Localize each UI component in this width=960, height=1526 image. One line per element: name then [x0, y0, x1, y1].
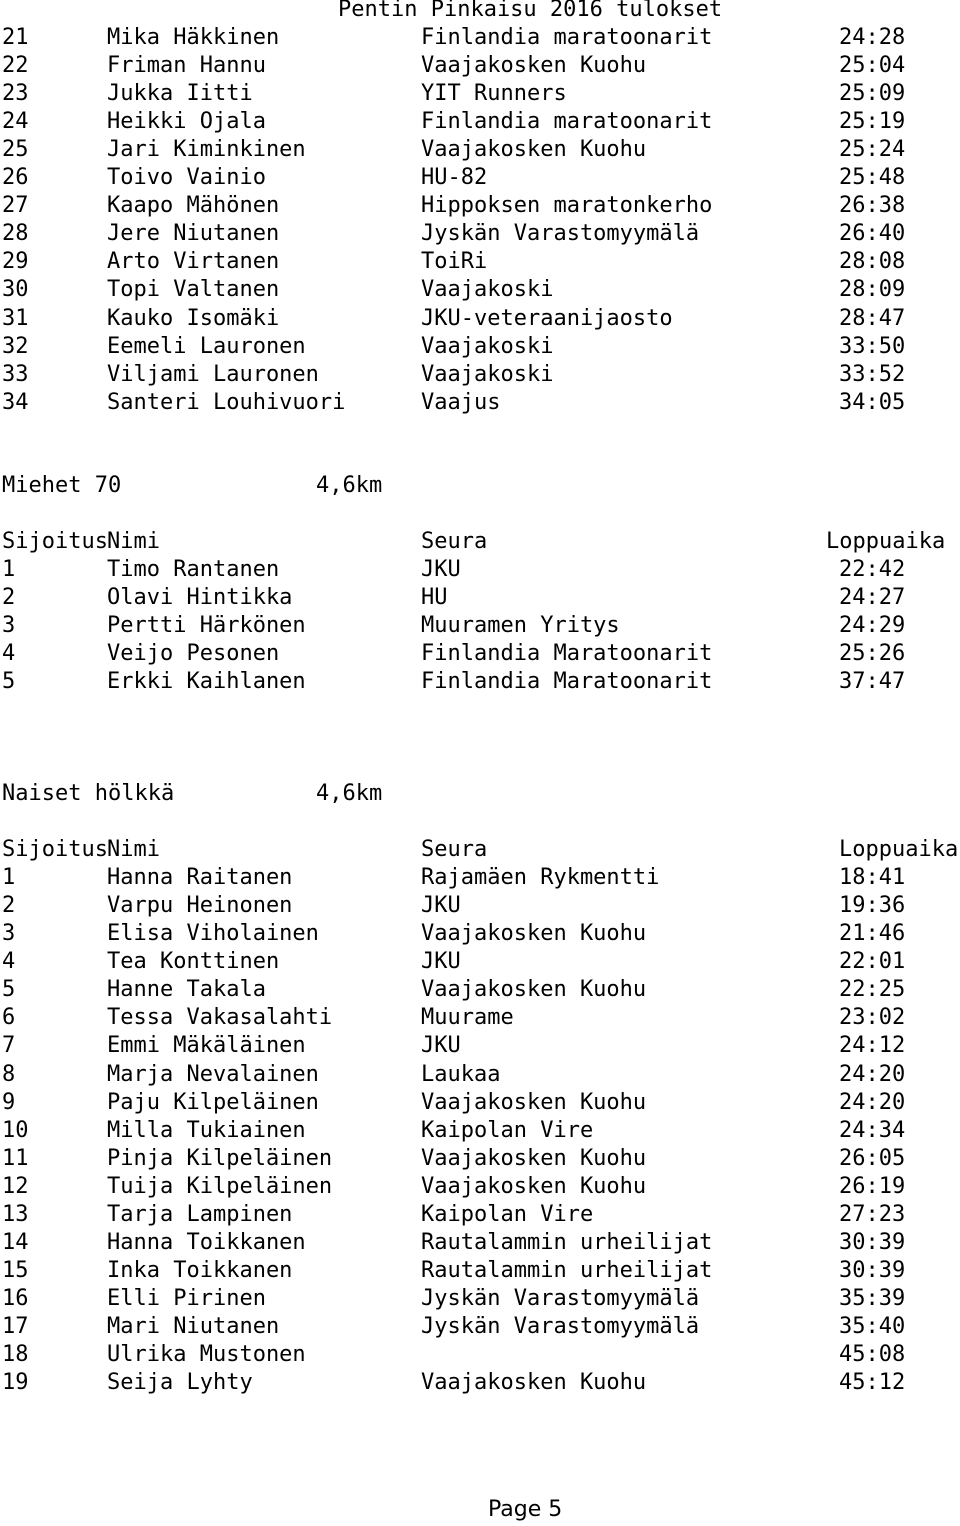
result-rank: 32	[2, 333, 29, 359]
header-time: Loppuaika	[826, 529, 946, 555]
result-time: 22:25	[839, 977, 906, 1003]
result-club: Vaajakosken Kuohu	[421, 977, 647, 1003]
result-time: 26:05	[839, 1145, 906, 1171]
result-name: Mika Häkkinen	[107, 25, 280, 50]
result-time: 18:41	[839, 865, 906, 891]
result-name: Inka Toikkanen	[107, 1257, 293, 1283]
result-name: Varpu Heinonen	[107, 893, 293, 919]
section-heading	[0, 780, 960, 808]
result-club: Finlandia Maratoonarit	[421, 669, 713, 695]
result-row	[0, 1257, 960, 1285]
result-time: 25:04	[839, 53, 906, 79]
result-time: 25:48	[839, 165, 906, 191]
result-row	[0, 640, 960, 668]
result-rank: 4	[2, 641, 16, 667]
result-row	[0, 1201, 960, 1229]
result-rank: 12	[2, 1173, 29, 1199]
result-club: ToiRi	[421, 249, 488, 275]
page-number: Page 5	[488, 1497, 563, 1522]
result-rank: 6	[2, 1005, 16, 1031]
result-name: Hanne Takala	[107, 977, 266, 1003]
result-club: JKU	[421, 949, 461, 975]
result-rank: 15	[2, 1257, 29, 1283]
result-time: 35:40	[839, 1313, 906, 1339]
result-name: Seija Lyhty	[107, 1370, 253, 1396]
result-row	[0, 24, 960, 52]
result-rank: 33	[2, 361, 29, 387]
result-rank: 27	[2, 193, 29, 219]
result-club: Vaajakosken Kuohu	[421, 1145, 647, 1171]
result-name: Friman Hannu	[107, 53, 266, 79]
result-time: 24:20	[839, 1089, 906, 1115]
result-row	[0, 248, 960, 276]
result-club: Vaajakosken Kuohu	[421, 53, 647, 79]
result-club: Rautalammin urheilijat	[421, 1229, 713, 1255]
result-name: Toivo Vainio	[107, 165, 266, 191]
result-rank: 24	[2, 109, 29, 135]
result-time: 25:24	[839, 137, 906, 163]
result-row	[0, 1285, 960, 1313]
result-row	[0, 108, 960, 136]
result-time: 28:47	[839, 305, 906, 331]
result-time: 35:39	[839, 1285, 906, 1311]
result-row	[0, 164, 960, 192]
result-time: 26:38	[839, 193, 906, 219]
result-rank: 18	[2, 1342, 29, 1367]
result-row	[0, 584, 960, 612]
result-time: 25:09	[839, 81, 906, 107]
result-rank: 2	[2, 893, 16, 919]
result-name: Santeri Louhivuori	[107, 389, 346, 415]
result-name: Paju Kilpeläinen	[107, 1089, 319, 1115]
result-club: JKU	[421, 893, 461, 919]
result-club: Jyskän Varastomyymälä	[421, 1313, 700, 1339]
result-club: HU	[421, 585, 448, 611]
result-name: Tuija Kilpeläinen	[107, 1173, 333, 1199]
result-time: 33:52	[839, 361, 906, 387]
result-rank: 31	[2, 305, 29, 331]
result-rank: 23	[2, 81, 29, 107]
result-club: Muurame	[421, 1005, 514, 1031]
result-name: Erkki Kaihlanen	[107, 669, 306, 695]
header-rank: Sijoitus	[2, 837, 108, 863]
result-row	[0, 892, 960, 920]
result-rank: 16	[2, 1285, 29, 1311]
result-rank: 34	[2, 389, 29, 415]
result-rank: 5	[2, 669, 16, 695]
result-name: Elli Pirinen	[107, 1285, 266, 1311]
result-time: 19:36	[839, 893, 906, 919]
result-name: Timo Rantanen	[107, 557, 280, 583]
result-name: Veijo Pesonen	[107, 641, 280, 667]
result-row	[0, 1313, 960, 1341]
result-row	[0, 1173, 960, 1201]
header-club: Seura	[421, 837, 488, 863]
result-time: 30:39	[839, 1229, 906, 1255]
result-name: Tarja Lampinen	[107, 1201, 293, 1227]
result-club: Vaajakosken Kuohu	[421, 1370, 647, 1396]
result-time: 45:08	[839, 1342, 906, 1367]
result-name: Mari Niutanen	[107, 1313, 280, 1339]
result-club: Vaajakosken Kuohu	[421, 137, 647, 163]
result-name: Viljami Lauronen	[107, 361, 319, 387]
result-row	[0, 1032, 960, 1060]
result-name: Heikki Ojala	[107, 109, 266, 135]
result-name: Jukka Iitti	[107, 81, 253, 107]
result-name: Ulrika Mustonen	[107, 1342, 306, 1367]
result-club: Vaajakosken Kuohu	[421, 1173, 647, 1199]
result-club: Laukaa	[421, 1061, 501, 1087]
result-rank: 13	[2, 1201, 29, 1227]
result-rank: 3	[2, 921, 16, 947]
result-time: 28:09	[839, 277, 906, 303]
result-rank: 30	[2, 277, 29, 303]
result-rank: 1	[2, 865, 16, 891]
result-time: 24:20	[839, 1061, 906, 1087]
result-row	[0, 80, 960, 108]
result-name: Hanna Toikkanen	[107, 1229, 306, 1255]
result-time: 24:28	[839, 25, 906, 50]
result-row	[0, 1061, 960, 1089]
result-club: Vaajus	[421, 389, 501, 415]
result-rank: 9	[2, 1089, 16, 1115]
result-rank: 5	[2, 977, 16, 1003]
section-title: Naiset hölkkä	[2, 781, 175, 806]
result-rank: 25	[2, 137, 29, 163]
result-name: Tessa Vakasalahti	[107, 1005, 333, 1031]
result-name: Jari Kiminkinen	[107, 137, 306, 163]
result-name: Milla Tukiainen	[107, 1117, 306, 1143]
result-rank: 17	[2, 1313, 29, 1339]
result-rank: 22	[2, 53, 29, 79]
result-club: YIT Runners	[421, 81, 567, 107]
result-row	[0, 920, 960, 948]
result-club: Finlandia maratoonarit	[421, 25, 713, 50]
result-rank: 8	[2, 1061, 16, 1087]
result-club: JKU-veteraanijaosto	[421, 305, 673, 331]
result-row	[0, 192, 960, 220]
section-title: Miehet 70	[2, 473, 122, 498]
result-club: Vaajakosken Kuohu	[421, 1089, 647, 1115]
result-row	[0, 276, 960, 304]
result-row	[0, 1004, 960, 1032]
result-club: Vaajakoski	[421, 361, 554, 387]
header-name: Nimi	[107, 529, 160, 555]
result-club: JKU	[421, 1033, 461, 1059]
result-time: 28:08	[839, 249, 906, 275]
result-row	[0, 333, 960, 361]
result-rank: 10	[2, 1117, 29, 1143]
result-row	[0, 948, 960, 976]
result-club: Hippoksen maratonkerho	[421, 193, 713, 219]
result-row	[0, 361, 960, 389]
result-time: 27:23	[839, 1201, 906, 1227]
header-rank: Sijoitus	[2, 529, 108, 555]
result-row	[0, 668, 960, 696]
result-club: HU-82	[421, 165, 488, 191]
result-name: Pertti Härkönen	[107, 613, 306, 639]
result-time: 22:42	[839, 557, 906, 583]
result-name: Emmi Mäkäläinen	[107, 1033, 306, 1059]
result-time: 45:12	[839, 1370, 906, 1396]
result-row	[0, 1117, 960, 1145]
result-rank: 1	[2, 557, 16, 583]
result-rank: 7	[2, 1033, 16, 1059]
result-row	[0, 220, 960, 248]
result-name: Pinja Kilpeläinen	[107, 1145, 333, 1171]
result-club: Finlandia maratoonarit	[421, 109, 713, 135]
result-time: 37:47	[839, 669, 906, 695]
header-club: Seura	[421, 529, 488, 555]
result-time: 23:02	[839, 1005, 906, 1031]
result-row	[0, 556, 960, 584]
result-time: 24:34	[839, 1117, 906, 1143]
result-time: 26:19	[839, 1173, 906, 1199]
section-heading	[0, 472, 960, 500]
result-rank: 14	[2, 1229, 29, 1255]
result-row	[0, 1229, 960, 1257]
result-row	[0, 976, 960, 1004]
section-distance: 4,6km	[316, 473, 383, 498]
table-header	[0, 528, 960, 556]
result-rank: 29	[2, 249, 29, 275]
result-name: Elisa Viholainen	[107, 921, 319, 947]
result-club: Kaipolan Vire	[421, 1201, 594, 1227]
result-club: Muuramen Yritys	[421, 613, 620, 639]
result-time: 30:39	[839, 1257, 906, 1283]
result-rank: 26	[2, 165, 29, 191]
result-row	[0, 389, 960, 417]
result-name: Tea Konttinen	[107, 949, 280, 975]
result-time: 22:01	[839, 949, 906, 975]
result-name: Arto Virtanen	[107, 249, 280, 275]
result-club: Vaajakosken Kuohu	[421, 921, 647, 947]
result-club: Vaajakoski	[421, 277, 554, 303]
header-time: Loppuaika	[839, 837, 959, 863]
result-row	[0, 864, 960, 892]
result-time: 24:29	[839, 613, 906, 639]
result-name: Kaapo Mähönen	[107, 193, 280, 219]
table-header	[0, 836, 960, 864]
result-time: 25:19	[839, 109, 906, 135]
result-name: Olavi Hintikka	[107, 585, 293, 611]
result-name: Eemeli Lauronen	[107, 333, 306, 359]
result-name: Topi Valtanen	[107, 277, 280, 303]
page-title: Pentin Pinkaisu 2016 tulokset	[338, 0, 723, 22]
result-time: 33:50	[839, 333, 906, 359]
result-time: 21:46	[839, 921, 906, 947]
result-rank: 21	[2, 25, 29, 50]
result-rank: 11	[2, 1145, 29, 1171]
result-row	[0, 1369, 960, 1397]
result-club: Jyskän Varastomyymälä	[421, 1285, 700, 1311]
result-name: Jere Niutanen	[107, 221, 280, 247]
result-row	[0, 1089, 960, 1117]
result-row	[0, 136, 960, 164]
result-club: Rajamäen Rykmentti	[421, 865, 660, 891]
result-time: 24:12	[839, 1033, 906, 1059]
result-row	[0, 305, 960, 333]
result-club: Vaajakoski	[421, 333, 554, 359]
result-rank: 3	[2, 613, 16, 639]
result-name: Hanna Raitanen	[107, 865, 293, 891]
result-club: Finlandia Maratoonarit	[421, 641, 713, 667]
result-row	[0, 1341, 960, 1369]
header-name: Nimi	[107, 837, 160, 863]
result-row	[0, 612, 960, 640]
result-time: 24:27	[839, 585, 906, 611]
result-time: 25:26	[839, 641, 906, 667]
result-rank: 19	[2, 1370, 29, 1396]
result-club: Jyskän Varastomyymälä	[421, 221, 700, 247]
section-distance: 4,6km	[316, 781, 383, 806]
result-club: JKU	[421, 557, 461, 583]
result-time: 26:40	[839, 221, 906, 247]
result-name: Kauko Isomäki	[107, 305, 280, 331]
result-row	[0, 52, 960, 80]
result-row	[0, 1145, 960, 1173]
result-rank: 28	[2, 221, 29, 247]
result-club: Rautalammin urheilijat	[421, 1257, 713, 1283]
result-time: 34:05	[839, 389, 906, 415]
result-name: Marja Nevalainen	[107, 1061, 319, 1087]
result-rank: 4	[2, 949, 16, 975]
result-rank: 2	[2, 585, 16, 611]
result-club: Kaipolan Vire	[421, 1117, 594, 1143]
